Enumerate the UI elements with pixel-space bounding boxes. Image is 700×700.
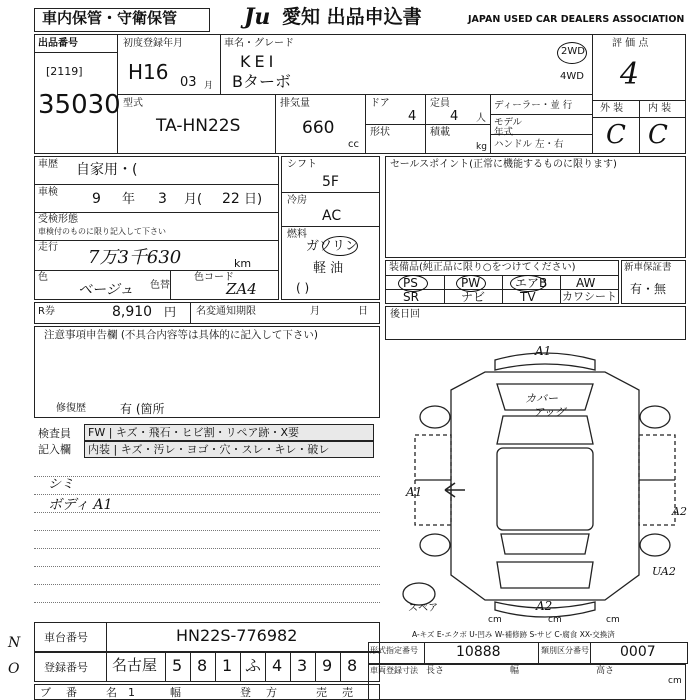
name-change-day: 日: [358, 306, 368, 317]
damage-note-bag: アッグ: [533, 406, 566, 419]
drive-2wd: 2WD: [561, 46, 585, 57]
inspection-day-unit: 日): [244, 192, 263, 207]
footer-cell-7: 方: [266, 686, 277, 699]
handwritten-note-2: ボディ A1: [48, 497, 113, 513]
displacement-label: 排気量: [280, 98, 310, 109]
later-frame: [385, 306, 686, 340]
equipment-label: 装備品(純正品に限り○をつけてください): [389, 262, 576, 273]
capacity-label: 定員: [430, 98, 450, 109]
class-number-label: 類別区分番号: [541, 646, 589, 655]
spare-label: スペア: [408, 603, 438, 614]
lot-number: 35030: [38, 90, 121, 120]
equip-navi: ナビ: [461, 290, 486, 304]
fuel-gasoline: ガソリン: [306, 239, 359, 254]
ju-logo: Ju: [244, 4, 271, 30]
fuel-other: ( ): [296, 281, 310, 295]
margin-mark-n: N: [8, 635, 21, 651]
class-number-value: 0007: [620, 644, 656, 660]
sales-point-label: セールスポイント(正常に機能するものに限ります): [390, 159, 617, 170]
dim-width: 幅: [510, 666, 520, 676]
equip-seat: カワシート: [562, 290, 617, 303]
type-spec-label: 形式指定番号: [370, 646, 418, 655]
damage-note-ua2: UA2: [652, 565, 676, 578]
model-year-label: モデル 年式: [494, 117, 523, 138]
dim-unit-3: cm: [606, 615, 620, 625]
history-value: 自家用・(: [76, 162, 138, 178]
type-spec-value: 10888: [456, 644, 501, 660]
ac-value: AC: [322, 208, 342, 224]
color-change-label: 色替: [150, 280, 170, 291]
footer-cell-2: 番: [66, 686, 77, 699]
load-label: 積載: [430, 127, 450, 138]
chassis-label: 車台番号: [44, 631, 88, 644]
repair-value: 有 (箇所: [120, 402, 165, 416]
plate-char-6: 3: [297, 656, 308, 675]
tax-label: R券: [38, 306, 55, 317]
later-label: 後日回: [390, 309, 420, 320]
warranty-value: 有・無: [630, 282, 667, 296]
recycle-note: 車検付のものに限り記入して下さい: [38, 227, 166, 236]
inspector-label-2: 記入欄: [38, 443, 71, 456]
damage-note-a2-rear: A2: [536, 599, 553, 613]
inspection-year-unit: 年: [122, 192, 136, 207]
storage-label: 車内保管・守衛保管: [42, 9, 178, 27]
model-value: TA-HN22S: [156, 116, 241, 136]
handwritten-note-1: シミ: [48, 477, 75, 492]
damage-note-cover: カバー: [525, 392, 558, 405]
history-label: 車歴: [38, 159, 58, 170]
inspection-year: 9: [92, 191, 101, 207]
inspection-day: 22: [222, 191, 240, 207]
dim-unit: cm: [668, 676, 682, 686]
equip-aw: AW: [576, 276, 596, 290]
plate-label: 登録番号: [44, 661, 88, 674]
registration-era: H16: [128, 60, 169, 84]
damage-legend: A-キズ E-エクボ U-凹み W-補修跡 S-サビ C-腐食 XX-交換済: [412, 630, 615, 639]
car-name-label: 車名・グレード: [224, 38, 294, 49]
notes-label: 注意事項申告欄 (不具合内容等は具体的に記入して下さい): [44, 329, 319, 341]
registration-label: 初度登録年月: [123, 38, 183, 49]
dim-height: 高さ: [596, 666, 615, 676]
damage-note-a1-side: A1: [406, 485, 423, 499]
repair-label: 修復歴: [56, 403, 86, 414]
plate-char-8: 8: [347, 656, 358, 675]
shift-value: 5F: [322, 174, 339, 190]
fuel-label: 燃料: [287, 229, 307, 240]
grade-label: 評 価 点: [612, 38, 649, 49]
equip-tv: TV: [520, 290, 536, 304]
association-name: JAPAN USED CAR DEALERS ASSOCIATION: [468, 14, 685, 25]
equip-airbag: エアB: [515, 276, 548, 290]
interior-grade: C: [648, 120, 668, 150]
chassis-value: HN22S-776982: [176, 626, 298, 645]
plate-char-3: 1: [222, 656, 233, 675]
inspector-label-1: 検査員: [38, 427, 71, 440]
mileage-label: 走行: [38, 242, 58, 253]
plate-char-4: ふ: [245, 656, 262, 675]
dimensions-label: 車両登録寸法: [370, 666, 418, 675]
dealer-label: ディーラー・並 行: [494, 100, 573, 111]
footer-cell-8: 売: [316, 686, 327, 699]
fuel-diesel: 軽 油: [313, 261, 344, 276]
lot-label: 出品番号: [38, 38, 78, 49]
dim-length: 長さ: [426, 666, 445, 676]
drive-4wd: 4WD: [560, 71, 584, 82]
load-unit: kg: [476, 142, 487, 152]
color-code: ZA4: [226, 280, 257, 298]
registration-month-unit: 月: [204, 81, 214, 91]
damage-note-a2-right: A2: [672, 505, 687, 518]
plate-char-5: 4: [272, 656, 283, 675]
footer-cell-9: 売: [342, 686, 353, 699]
equip-sr: SR: [403, 290, 419, 304]
color-value: ベージュ: [78, 282, 134, 298]
mileage-value: 7万3千630: [88, 247, 182, 268]
footer-cell-5: 幅: [170, 686, 181, 699]
inspection-month: 3: [158, 191, 167, 207]
footer-cells-frame: [34, 684, 380, 700]
doors-label: ドア: [370, 98, 390, 109]
inspector-row-2-text: 内装 | キズ・汚レ・ヨゴ・穴・スレ・キレ・破レ: [88, 443, 330, 456]
name-change-label: 名変通知期限: [196, 306, 256, 317]
name-change-month: 月: [310, 306, 320, 317]
displacement-unit: cc: [348, 139, 359, 150]
inspector-row-1-text: FW | キズ・飛石・ヒビ割・リペア跡・X要: [88, 426, 299, 439]
capacity-unit: 人: [476, 113, 486, 124]
exterior-label: 外 装: [600, 103, 624, 114]
sales-point-frame: [385, 156, 686, 258]
plate-char-2: 8: [197, 656, 208, 675]
form-title: 愛知 出品申込書: [282, 6, 422, 28]
shape-label: 形状: [370, 127, 390, 138]
car-damage-diagram: [385, 340, 686, 625]
ac-label: 冷房: [287, 195, 307, 206]
displacement-value: 660: [302, 118, 335, 138]
plate-city: 名古屋: [112, 656, 158, 674]
handle-label: ハンドル 左・右: [494, 139, 564, 150]
footer-cell-4: 1: [128, 686, 135, 699]
dim-unit-2: cm: [548, 615, 562, 625]
plate-char-1: 5: [172, 656, 183, 675]
color-code-label: 色コード: [194, 272, 234, 283]
interior-label: 内 装: [648, 103, 672, 114]
inspection-label: 車検: [38, 187, 58, 198]
grade-score: 4: [620, 57, 640, 92]
dim-unit-1: cm: [488, 615, 502, 625]
registration-month: 03: [180, 75, 197, 90]
color-label: 色: [38, 272, 48, 283]
capacity-value: 4: [450, 109, 459, 124]
equip-ps: PS: [403, 276, 418, 290]
shift-label: シフト: [287, 159, 317, 170]
footer-cell-1: ブ: [40, 686, 51, 699]
footer-cell-6: 登: [240, 686, 251, 699]
recycle-label: 受検形態: [38, 214, 78, 225]
warranty-label: 新車保証書: [624, 262, 672, 273]
doors-value: 4: [408, 109, 417, 124]
lot-small-number: [2119]: [46, 65, 83, 78]
footer-cell-3: 名: [106, 686, 117, 699]
car-grade: Bターボ: [232, 72, 291, 91]
margin-mark-o: O: [8, 661, 20, 677]
plate-char-7: 9: [322, 656, 333, 675]
damage-note-a1-front: A1: [535, 344, 552, 358]
tax-unit: 円: [164, 305, 177, 319]
inspection-month-unit: 月(: [184, 192, 203, 207]
equip-pw: PW: [461, 276, 481, 290]
tax-value: 8,910: [112, 304, 153, 320]
exterior-grade: C: [606, 120, 626, 150]
model-label: 型式: [123, 98, 143, 109]
car-name: KEI: [240, 52, 278, 71]
mileage-unit: km: [234, 257, 252, 270]
